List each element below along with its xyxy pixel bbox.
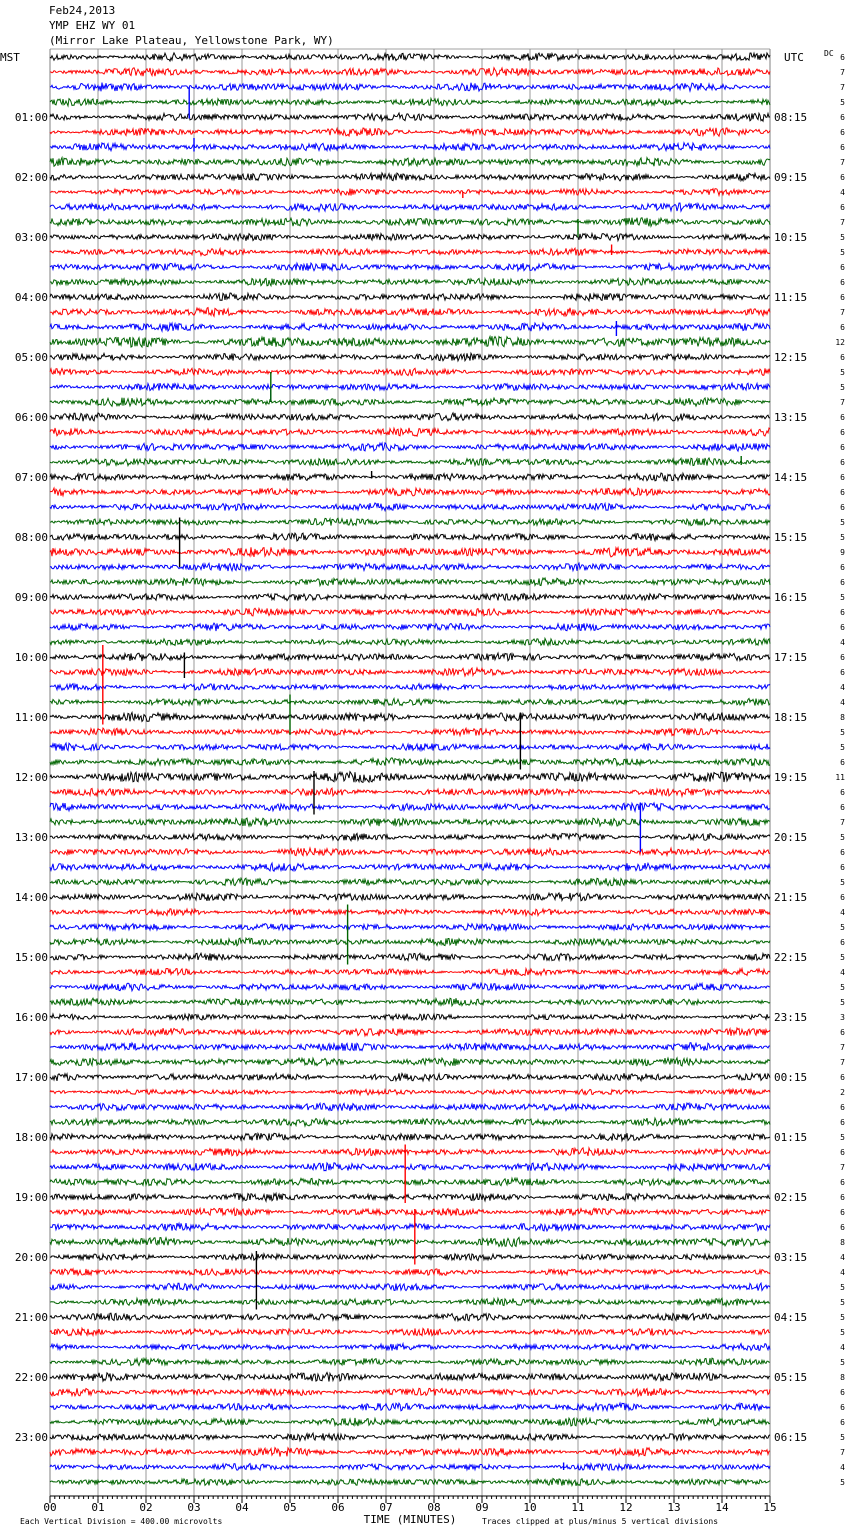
seismic-trace [50,1254,770,1261]
dc-offset-value: 6 [840,1118,845,1127]
dc-offset-value: 6 [840,653,845,662]
dc-offset-value: 6 [840,143,845,152]
dc-offset-value: 6 [840,263,845,272]
seismic-trace [50,712,770,721]
utc-hour-label: 00:15 [774,1071,808,1084]
dc-offset-value: 5 [840,98,845,107]
seismic-trace [50,1479,770,1486]
dc-offset-value: 6 [840,803,845,812]
seismic-trace [50,1237,770,1246]
dc-offset-value: 6 [840,1193,845,1202]
dc-offset-value: 6 [840,623,845,632]
dc-offset-value: 6 [840,1028,845,1037]
dc-offset-value: 7 [840,398,845,407]
seismic-trace [50,1178,770,1186]
utc-hour-label: 01:15 [774,1131,808,1144]
seismic-trace [50,953,770,960]
x-tick-label: 00 [43,1501,57,1514]
seismic-trace [50,248,770,255]
dc-offset-value: 6 [840,503,845,512]
dc-offset-value: 6 [840,1073,845,1082]
mst-hour-label: 17:00 [14,1071,48,1084]
dc-offset-value: 6 [840,293,845,302]
dc-offset-value: 7 [840,1043,845,1052]
x-axis-label: TIME (MINUTES) [363,1513,457,1526]
x-tick-label: 02 [139,1501,153,1514]
dc-offset-value: 6 [840,578,845,587]
seismic-trace [50,99,770,106]
utc-hour-label: 18:15 [774,711,808,724]
utc-hour-label: 20:15 [774,831,808,844]
dc-offset-value: 4 [840,683,845,692]
station-code: YMP EHZ WY 01 [49,19,136,32]
seismic-trace [50,173,770,181]
seismic-trace [50,1163,770,1171]
seismic-trace [50,728,770,736]
seismic-trace [50,1269,770,1276]
utc-hour-label: 08:15 [774,111,808,124]
dc-column-title: DC [824,49,834,58]
dc-offset-value: 5 [840,953,845,962]
dc-offset-value: 7 [840,1448,845,1457]
dc-offset-value: 5 [840,728,845,737]
dc-offset-value: 6 [840,413,845,422]
utc-hour-label: 02:15 [774,1191,808,1204]
dc-offset-value: 6 [840,113,845,122]
dc-offset-value: 6 [840,863,845,872]
seismic-trace [50,668,770,676]
seismic-trace [50,488,770,496]
dc-offset-value: 6 [840,323,845,332]
seismic-trace [50,1148,770,1156]
utc-hour-label: 19:15 [774,771,808,784]
mst-hour-label: 01:00 [14,111,48,124]
x-axis [43,1496,776,1514]
dc-offset-value: 5 [840,1313,845,1322]
seismic-trace [50,1403,770,1411]
mst-hour-label: 20:00 [14,1251,48,1264]
seismic-trace [50,68,770,76]
x-tick-label: 11 [571,1501,585,1514]
utc-hour-label: 15:15 [774,531,808,544]
dc-offset-value: 6 [840,788,845,797]
seismic-trace [50,772,770,783]
seismic-trace [50,1433,770,1440]
utc-hour-label: 12:15 [774,351,808,364]
x-tick-label: 07 [379,1501,393,1514]
utc-hour-label: 14:15 [774,471,808,484]
dc-offset-value: 6 [840,1418,845,1427]
dc-offset-value: 12 [835,338,845,347]
dc-offset-value: 7 [840,158,845,167]
seismic-trace [50,503,770,511]
seismic-trace [50,893,770,901]
seismic-trace [50,1283,770,1291]
utc-hour-label: 21:15 [774,891,808,904]
seismic-trace [50,368,770,375]
dc-offset-value: 6 [840,443,845,452]
dc-offset-value: 4 [840,1253,845,1262]
dc-offset-value: 6 [840,473,845,482]
mst-hour-label: 19:00 [14,1191,48,1204]
seismic-trace [50,803,770,811]
dc-offset-value: 5 [840,248,845,257]
mst-hour-label: 06:00 [14,411,48,424]
seismic-trace [50,158,770,167]
seismic-trace [50,83,770,92]
dc-offset-value: 6 [840,563,845,572]
utc-hour-label: 09:15 [774,171,808,184]
seismic-trace [50,547,770,557]
dc-offset-value: 4 [840,908,845,917]
mst-hour-label: 08:00 [14,531,48,544]
dc-offset-value: 6 [840,53,845,62]
utc-hour-label: 13:15 [774,411,808,424]
seismic-trace [50,1223,770,1231]
seismic-trace [50,218,770,227]
mst-hour-label: 18:00 [14,1131,48,1144]
dc-offset-value: 8 [840,713,845,722]
station-location: (Mirror Lake Plateau, Yellowstone Park, WY) [49,34,334,47]
seismic-trace [50,1298,770,1306]
seismic-trace [50,909,770,916]
x-tick-label: 04 [235,1501,249,1514]
seismic-trace [50,1344,770,1351]
dc-offset-value: 6 [840,668,845,677]
x-tick-label: 12 [619,1501,633,1514]
dc-offset-value: 4 [840,638,845,647]
seismic-trace [50,563,770,571]
seismic-trace [50,1043,770,1051]
seismic-trace [50,353,770,361]
mst-hour-label: 13:00 [14,831,48,844]
dc-offset-value: 5 [840,1358,845,1367]
seismic-trace [50,1208,770,1216]
utc-hour-label: 23:15 [774,1011,808,1024]
utc-hour-label: 17:15 [774,651,808,664]
mst-hour-label: 05:00 [14,351,48,364]
left-axis-title: MST [0,51,20,64]
dc-offset-value: 6 [840,1103,845,1112]
seismic-trace [50,113,770,121]
seismic-trace [50,878,770,886]
seismic-trace [50,1358,770,1365]
x-tick-label: 09 [475,1501,489,1514]
mst-hour-label: 03:00 [14,231,48,244]
dc-offset-value: 6 [840,1148,845,1157]
dc-offset-value: 5 [840,1478,845,1487]
dc-offset-value: 4 [840,698,845,707]
seismic-trace [50,1118,770,1126]
dc-offset-value: 5 [840,833,845,842]
seismic-trace [50,1073,770,1081]
x-tick-label: 10 [523,1501,537,1514]
seismogram-traces [50,53,770,1486]
mst-hour-label: 02:00 [14,171,48,184]
dc-offset-value: 5 [840,233,845,242]
dc-offset-value: 5 [840,1433,845,1442]
seismic-trace [50,608,770,616]
x-tick-label: 13 [667,1501,681,1514]
seismic-trace [50,1058,770,1066]
seismic-trace [50,128,770,136]
utc-hour-label: 05:15 [774,1371,808,1384]
x-tick-label: 14 [715,1501,729,1514]
dc-offset-value: 5 [840,923,845,932]
dc-offset-value: 5 [840,368,845,377]
utc-hour-label: 06:15 [774,1431,808,1444]
dc-offset-value: 6 [840,203,845,212]
dc-offset-value: 6 [840,1208,845,1217]
dc-offset-value: 6 [840,353,845,362]
seismic-trace [50,398,770,407]
dc-offset-value: 5 [840,878,845,887]
seismic-trace [50,818,770,826]
dc-offset-value: 6 [840,278,845,287]
seismic-trace [50,623,770,631]
utc-hour-label: 03:15 [774,1251,808,1264]
dc-offset-value: 4 [840,1343,845,1352]
seismic-trace [50,848,770,856]
dc-offset-value: 2 [840,1088,845,1097]
seismic-trace [50,413,770,421]
seismic-trace [50,383,770,390]
seismic-trace [50,308,770,317]
dc-offset-value: 5 [840,1283,845,1292]
utc-hour-label: 10:15 [774,231,808,244]
mst-hour-label: 21:00 [14,1311,48,1324]
x-tick-label: 01 [91,1501,105,1514]
seismic-trace [50,998,770,1006]
seismic-trace [50,1448,770,1457]
mst-hour-label: 12:00 [14,771,48,784]
seismic-trace [50,684,770,691]
dc-offset-column [835,53,845,1487]
dc-offset-value: 6 [840,1388,845,1397]
x-tick-label: 03 [187,1501,201,1514]
dc-offset-value: 5 [840,593,845,602]
dc-offset-value: 6 [840,488,845,497]
seismic-trace [50,278,770,286]
seismic-trace [50,533,770,541]
dc-offset-value: 5 [840,743,845,752]
dc-offset-value: 4 [840,1463,845,1472]
seismic-trace [50,578,770,586]
dc-offset-value: 3 [840,1013,845,1022]
dc-offset-value: 5 [840,1328,845,1337]
seismic-trace [50,969,770,976]
x-tick-label: 06 [331,1501,345,1514]
seismic-trace [50,518,770,525]
seismic-trace [50,428,770,436]
seismic-trace [50,758,770,766]
utc-hour-label: 04:15 [774,1311,808,1324]
mst-hour-label: 11:00 [14,711,48,724]
mst-hour-label: 23:00 [14,1431,48,1444]
dc-offset-value: 6 [840,1178,845,1187]
dc-offset-value: 6 [840,848,845,857]
mst-hour-label: 14:00 [14,891,48,904]
seismic-trace [50,788,770,796]
seismic-trace [50,1133,770,1140]
utc-hour-label: 11:15 [774,291,808,304]
mst-hour-label: 10:00 [14,651,48,664]
dc-offset-value: 11 [835,773,845,782]
dc-offset-value: 7 [840,308,845,317]
dc-offset-value: 6 [840,1403,845,1412]
seismic-trace [50,924,770,931]
seismic-trace [50,1373,770,1382]
seismic-trace [50,938,770,946]
seismic-trace [50,189,770,196]
dc-offset-value: 7 [840,68,845,77]
dc-offset-value: 5 [840,998,845,1007]
dc-offset-value: 5 [840,518,845,527]
seismic-trace [50,1193,770,1201]
dc-offset-value: 6 [840,428,845,437]
dc-offset-value: 4 [840,1268,845,1277]
dc-offset-value: 6 [840,1223,845,1232]
seismic-trace [50,458,770,466]
seismic-trace [50,1313,770,1321]
seismic-trace [50,263,770,271]
mst-hour-label: 09:00 [14,591,48,604]
seismic-trace [50,699,770,706]
seismic-trace [50,143,770,151]
seismic-trace [50,1418,770,1426]
dc-offset-value: 7 [840,83,845,92]
dc-offset-value: 5 [840,383,845,392]
seismic-trace [50,833,770,840]
seismic-trace [50,1089,770,1095]
dc-offset-value: 6 [840,758,845,767]
seismic-trace [50,594,770,601]
seismic-trace [50,1028,770,1036]
right-axis-title: UTC [784,51,804,64]
scale-note: Each Vertical Division = 400.00 microvolts [20,1517,223,1526]
dc-offset-value: 4 [840,968,845,977]
dc-offset-value: 5 [840,1133,845,1142]
dc-offset-value: 9 [840,548,845,557]
seismic-trace [50,983,770,991]
dc-offset-value: 7 [840,818,845,827]
dc-offset-value: 5 [840,1298,845,1307]
utc-hour-label: 22:15 [774,951,808,964]
x-tick-label: 05 [283,1501,297,1514]
seismic-trace [50,1014,770,1021]
seismic-trace [50,234,770,241]
seismic-trace [50,1328,770,1335]
seismic-trace [50,53,770,61]
mst-hour-label: 22:00 [14,1371,48,1384]
dc-offset-value: 7 [840,218,845,227]
seismic-trace [50,653,770,661]
plot-date: Feb24,2013 [49,4,116,17]
dc-offset-value: 7 [840,1058,845,1067]
dc-offset-value: 6 [840,458,845,467]
utc-hour-label: 16:15 [774,591,808,604]
seismic-trace [50,1464,770,1471]
seismic-trace [50,639,770,646]
dc-offset-value: 4 [840,188,845,197]
mst-hour-label: 16:00 [14,1011,48,1024]
dc-offset-value: 8 [840,1238,845,1247]
seismic-trace [50,743,770,751]
mst-hour-label: 15:00 [14,951,48,964]
dc-offset-value: 5 [840,983,845,992]
seismic-trace [50,863,770,871]
dc-offset-value: 6 [840,938,845,947]
dc-offset-value: 6 [840,173,845,182]
seismic-trace [50,293,770,301]
dc-offset-value: 5 [840,533,845,542]
seismic-trace [50,473,770,481]
dc-offset-value: 8 [840,1373,845,1382]
seismic-trace [50,1103,770,1111]
seismic-trace [50,443,770,451]
x-tick-label: 08 [427,1501,441,1514]
seismic-trace [50,203,770,211]
dc-offset-value: 6 [840,128,845,137]
seismic-trace [50,323,770,331]
seismic-trace [50,336,770,347]
mst-hour-label: 04:00 [14,291,48,304]
x-tick-label: 15 [763,1501,777,1514]
dc-offset-value: 7 [840,1163,845,1172]
dc-offset-value: 6 [840,893,845,902]
dc-offset-value: 6 [840,608,845,617]
seismic-trace [50,1388,770,1396]
mst-hour-label: 07:00 [14,471,48,484]
clip-note: Traces clipped at plus/minus 5 vertical divisions [482,1517,719,1526]
